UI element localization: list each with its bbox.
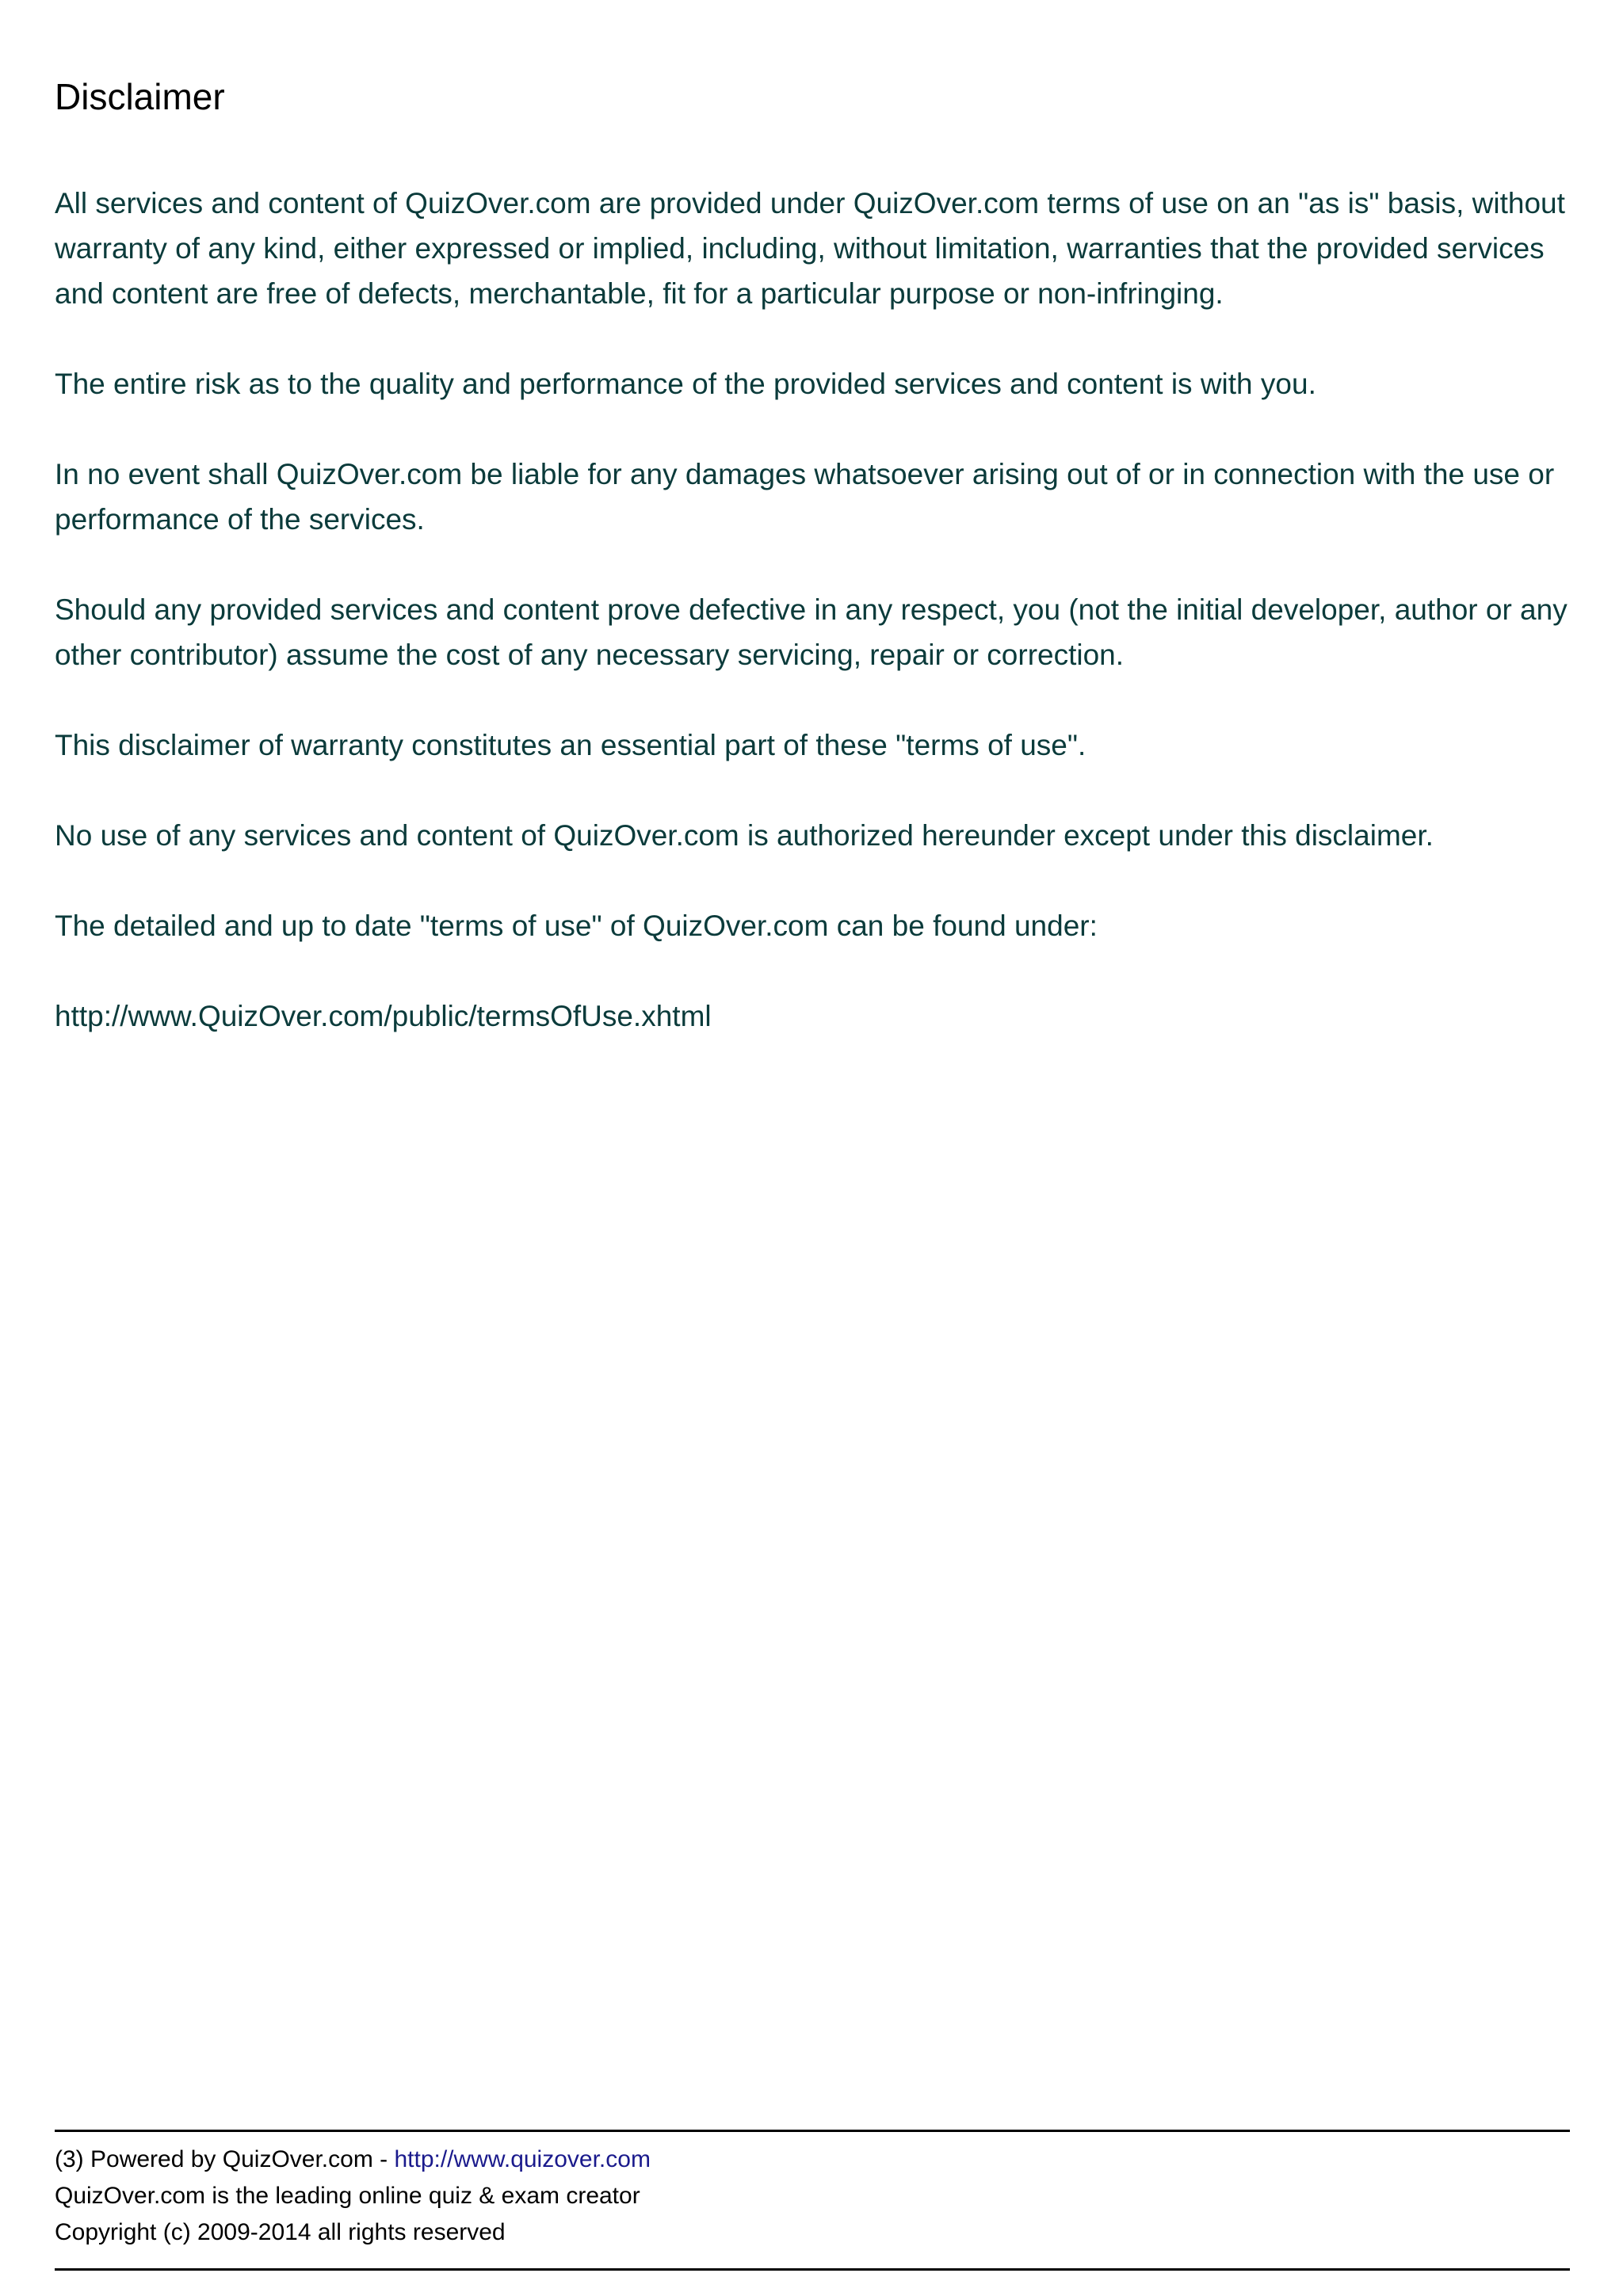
- paragraph-authorization: No use of any services and content of QuizOver.com is authorized hereunder except under this disclaimer.: [55, 819, 1434, 852]
- page-footer: [55, 2142, 651, 2251]
- paragraph-terms-url: http://www.QuizOver.com/public/termsOfUse.xhtml: [55, 1000, 712, 1032]
- footer-copyright: Copyright (c) 2009-2014 all rights reserved: [55, 2219, 506, 2245]
- paragraph-risk: The entire risk as to the quality and performance of the provided services and content is with you.: [55, 368, 1316, 400]
- paragraph-warranty: All services and content of QuizOver.com are provided under QuizOver.com terms of use on an "as is" basis, without warranty of any kind, either expressed or implied, including, without limitation, warranties that the provided services and content are free of defects, merchantable, fit for a particular purpose or non-infringing.: [55, 187, 1565, 310]
- page-title: Disclaimer: [55, 76, 225, 117]
- paragraph-terms-location: The detailed and up to date "terms of use" of QuizOver.com can be found under:: [55, 910, 1098, 942]
- footer-quizover-link[interactable]: http://www.quizover.com: [394, 2146, 651, 2172]
- footer-divider-top: [55, 2130, 1570, 2132]
- paragraph-essential-part: This disclaimer of warranty constitutes an essential part of these "terms of use".: [55, 729, 1086, 761]
- footer-powered-by: [55, 2142, 651, 2178]
- footer-divider-bottom: [55, 2268, 1570, 2271]
- paragraph-defective: Should any provided services and content prove defective in any respect, you (not the initial developer, author or any other contributor) assume the cost of any necessary servicing, repair or correction.: [55, 593, 1568, 671]
- disclaimer-body: [55, 181, 1584, 1084]
- footer-powered-text: (3) Powered by QuizOver.com -: [55, 2146, 395, 2172]
- paragraph-liability: In no event shall QuizOver.com be liable for any damages whatsoever arising out of or in connection with the use or performance of the services.: [55, 458, 1555, 536]
- footer-tagline: QuizOver.com is the leading online quiz & exam creator: [55, 2183, 640, 2209]
